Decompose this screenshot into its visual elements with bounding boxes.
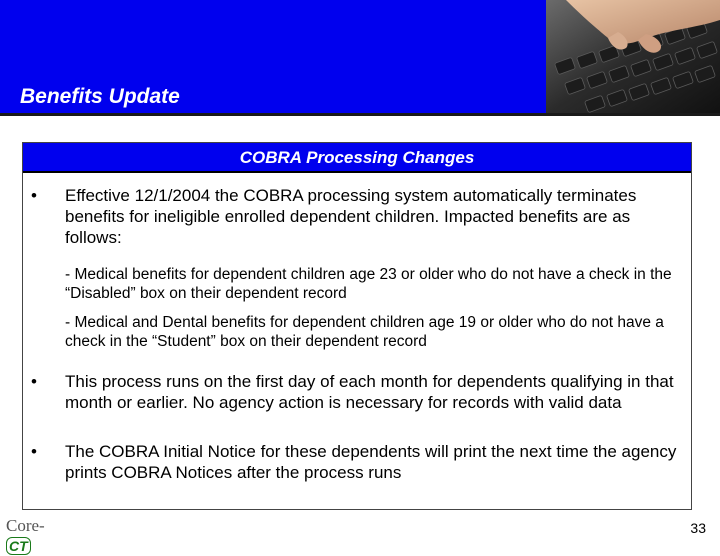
bullet-item [31, 371, 681, 413]
sub-item: - Medical benefits for dependent children age 23 or older who do not have a check in the “Disabled” box on their dependent record [65, 266, 672, 302]
core-ct-logo [6, 516, 66, 554]
sub-item: - Medical and Dental benefits for dependent children age 19 or older who do not have a check in the “Student” box on their dependent record [65, 314, 664, 350]
bullet-dot-icon: • [31, 442, 37, 461]
bullet-dot-icon: • [31, 372, 37, 391]
box-title: COBRA Processing Changes [23, 143, 691, 173]
bullet-item [31, 185, 681, 248]
header-banner [0, 0, 720, 113]
logo-core-text: Core- [6, 516, 45, 535]
bullet-dot-icon: • [31, 186, 37, 205]
header-divider [0, 113, 720, 116]
bullet-text: The COBRA Initial Notice for these dependents will print the next time the agency prints COBRA Notices after the process runs [65, 442, 677, 482]
bullet-text: This process runs on the first day of each month for dependents qualifying in that month or earlier. No agency action is necessary for records with valid data [65, 372, 674, 412]
bullet-item [31, 441, 681, 483]
page-title: Benefits Update [20, 85, 180, 108]
logo-ct-text: CT [6, 537, 31, 555]
bullet-text: Effective 12/1/2004 the COBRA processing system automatically terminates benefits for ineligible enrolled dependent children. Impacted benefits are as follows: [65, 186, 637, 247]
content-box [22, 142, 692, 510]
keyboard-hand-photo [546, 0, 720, 113]
page-number: 33 [690, 520, 706, 536]
